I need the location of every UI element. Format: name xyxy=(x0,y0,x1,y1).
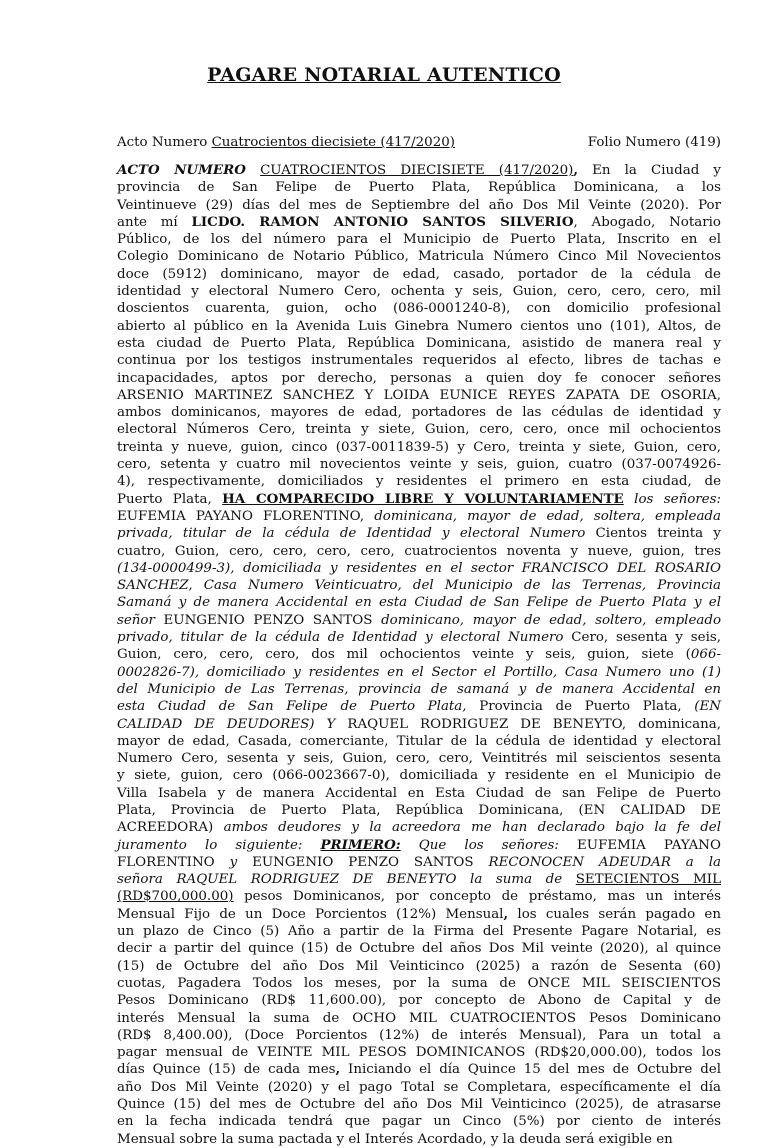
body-line xyxy=(117,629,721,646)
text-run: Numero Cero, sesenta y seis, Guion, cero, cero, Veintitrés mil seiscientos sesenta xyxy=(117,751,721,767)
body-line xyxy=(117,1010,721,1027)
text-run: Pesos Dominicano (RD$ 11,600.00), por concepto de Abono de Capital y de xyxy=(117,993,721,1009)
body-line xyxy=(117,871,721,888)
body-line xyxy=(117,1131,721,1148)
text-run: interés Mensual la suma de OCHO MIL CUATROCIENTOS Pesos Dominicano xyxy=(117,1010,721,1026)
body-line xyxy=(117,543,721,560)
text-run: pagar mensual de VEINTE MIL PESOS DOMINICANOS (RD$20,000.00), todos los xyxy=(117,1045,721,1061)
text-run: Público, de los del número para el Municipio de Puerto Plata, Inscrito en el xyxy=(117,232,721,248)
text-run: privada, titular de la cédula de Identidad y electoral Numero xyxy=(117,526,596,542)
text-run: Puerto Plata, xyxy=(117,491,223,507)
text-run: electoral Números Cero, treinta y siete, Guion, cero, cero, once mil ochocientos xyxy=(117,422,721,438)
body-line xyxy=(117,854,721,871)
body-line xyxy=(117,421,721,438)
body-line xyxy=(117,664,721,681)
body-line xyxy=(117,716,721,733)
text-run: Cero, sesenta y seis, xyxy=(571,630,721,646)
text-run: 134-0000499-3), domiciliada y residentes en el sector FRANCISCO DEL ROSARIO xyxy=(122,560,721,576)
text-run: señor xyxy=(117,612,164,628)
text-run: RECONOCEN ADEUDAR a la xyxy=(488,854,721,870)
body-line xyxy=(117,352,721,369)
acto-prefix: Acto Numero xyxy=(117,135,212,150)
text-run: identidad y electoral Numero Cero, ochenta y seis, Guion, cero, cero, cero, mil xyxy=(117,284,721,300)
body-line xyxy=(117,612,721,629)
text-run: SANCHEZ, Casa Numero Veinticuatro, del Municipio de las Terrenas, Provincia xyxy=(117,578,721,594)
text-run: doce (5912) dominicano, mayor de edad, casado, portador de la cédula de xyxy=(117,266,721,282)
body-line xyxy=(117,508,721,525)
text-run: , xyxy=(503,905,509,922)
text-run xyxy=(246,163,260,178)
body-line xyxy=(117,387,721,404)
body-line xyxy=(117,923,721,940)
body-line xyxy=(117,1027,721,1044)
text-run: cero, setenta y cuatro mil novecientos veinte y seis, guion, cuatro (037-0074926- xyxy=(117,457,721,473)
body-line xyxy=(117,231,721,248)
body-line xyxy=(117,179,721,196)
body-line xyxy=(117,975,721,992)
body-line xyxy=(117,404,721,421)
text-run: esta ciudad de Puerto Plata, República Dominicana, asistido de manera real y xyxy=(117,335,721,351)
text-run: PRIMERO: xyxy=(320,836,401,853)
body-line xyxy=(117,802,721,819)
body-line xyxy=(117,335,721,352)
text-run: ACREEDORA) xyxy=(117,820,224,836)
text-run: Quince (15) del mes de Octubre del año Dos Mil Veinticinco (2025), de atrasarse xyxy=(117,1097,721,1113)
text-run: en la fecha indicada tendrá que pagar un Cinco (5%) por ciento de interés xyxy=(117,1114,721,1130)
text-run: EUFEMIA PAYANO xyxy=(577,837,721,853)
text-run: esta Ciudad de San Felipe de Puerto Plata, xyxy=(117,699,467,715)
text-run: mayor de edad, Casada, comerciante, Titular de la cédula de identidad y electoral xyxy=(117,733,721,749)
text-run: 0002826-7), domiciliado y residentes en el Sector el Portillo, Casa Numero uno (1) xyxy=(117,664,721,680)
body-line xyxy=(117,491,721,508)
text-run: año Dos Mil Veinte (2020) y el pago Total se Completara, específicamente el día xyxy=(117,1079,721,1095)
body-line xyxy=(117,1079,721,1096)
body-line xyxy=(117,525,721,542)
text-run: RAQUEL RODRIGUEZ DE BENEYTO, dominicana, xyxy=(347,716,721,732)
text-run: CUATROCIENTOS DIECISIETE (417/2020) xyxy=(260,163,574,178)
text-run: señora RAQUEL RODRIGUEZ DE BENEYTO la suma de xyxy=(117,872,576,888)
text-run: Iniciando el día Quince 15 del mes de Octubre del xyxy=(340,1062,721,1078)
text-run: ACTO NUMERO xyxy=(117,162,246,178)
text-run: 4), respectivamente, domiciliados y residentes el primero en esta ciudad, de xyxy=(117,474,721,490)
body-line xyxy=(117,681,721,698)
text-run: (RD$700,000.00) xyxy=(117,889,234,905)
text-run: doscientos cuarenta, guion, ocho (086-0001240-8), con domicilio profesional xyxy=(117,301,721,317)
text-run: Plata, Provincia de Puerto Plata, República Dominicana, (EN CALIDAD DE xyxy=(117,802,721,818)
body-line xyxy=(117,1061,721,1078)
text-run: Mensual Fijo de un Doce Porcientos (12%) Mensual xyxy=(117,906,504,922)
acto-reference xyxy=(117,134,455,152)
text-run: ( xyxy=(117,560,123,576)
text-run: Cientos treinta y xyxy=(595,526,721,542)
body-line xyxy=(117,837,721,854)
text-run: 066- xyxy=(690,647,721,663)
text-run: EUNGENIO PENZO SANTOS xyxy=(163,612,382,628)
body-line xyxy=(117,560,721,577)
text-run: ARSENIO MARTINEZ SANCHEZ Y LOIDA EUNICE REYES ZAPATA DE OSORIA, xyxy=(117,387,721,403)
text-run: incapacidades, aptos por derecho, personas a quien doy fe conocer señores xyxy=(117,370,721,386)
text-run: y xyxy=(229,854,238,870)
text-run: treinta y nueve, guion, cinco (037-0011839-5) y Cero, treinta y siete, Guion, cero, xyxy=(117,439,721,455)
text-run: del Municipio de Las Terrenas, provincia de samaná y de manera Accidental en xyxy=(117,681,721,697)
body-line xyxy=(117,888,721,905)
text-run: LICDO. RAMON ANTONIO SANTOS SILVERIO xyxy=(191,213,574,230)
body-line xyxy=(117,698,721,715)
body-line xyxy=(117,300,721,317)
body-line xyxy=(117,1113,721,1130)
body-line xyxy=(117,819,721,836)
text-run: un plazo de Cinco (5) Año a partir de la Firma del Presente Pagare Notarial, es xyxy=(117,924,721,940)
text-run: (RD$ 8,400.00), (Doce Porcientos (12%) de interés Mensual), Para un total a xyxy=(117,1027,721,1043)
text-run: , Abogado, Notario xyxy=(573,214,721,230)
text-run: dominicano, mayor de edad, soltero, empleado xyxy=(381,612,722,628)
body-line xyxy=(117,750,721,767)
text-run: Guion, cero, cero, cero, dos mil ochocientos veinte y seis, guion, siete ( xyxy=(117,647,691,663)
body-line xyxy=(117,785,721,802)
body-line xyxy=(117,646,721,663)
acto-number: Cuatrocientos diecisiete (417/2020) xyxy=(211,135,455,150)
text-run: los señores: xyxy=(634,491,721,507)
text-run: EUNGENIO PENZO SANTOS xyxy=(237,854,489,870)
body-line xyxy=(117,283,721,300)
text-run: dominicana, mayor de edad, soltera, empleada xyxy=(374,508,721,524)
body-line xyxy=(117,370,721,387)
body-line xyxy=(117,456,721,473)
body-line xyxy=(117,214,721,231)
body-line xyxy=(117,1044,721,1061)
text-run: los cuales serán pagado en xyxy=(508,906,721,922)
body-line xyxy=(117,992,721,1009)
text-run: Colegio Dominicano de Notario Público, Matricula Número Cinco Mil Novecientos xyxy=(117,249,721,265)
text-run: ante mí xyxy=(117,214,192,230)
body-line xyxy=(117,162,721,179)
body-line xyxy=(117,940,721,957)
text-run: Villa Isabela y de manera Accidental en Esta Ciudad de san Felipe de Puerto xyxy=(117,785,721,801)
text-run: pesos Dominicanos, por concepto de préstamo, mas un interés xyxy=(233,889,721,905)
body-line xyxy=(117,733,721,750)
text-run: FLORENTINO xyxy=(117,854,230,870)
text-run: cuotas, Pagadera Todos los meses, por la suma de ONCE MIL SEISCIENTOS xyxy=(117,975,721,991)
text-run: (EN xyxy=(694,699,721,715)
body-line xyxy=(117,767,721,784)
body-line xyxy=(117,958,721,975)
text-run: ambos deudores y la acreedora me han declarado bajo la fe del xyxy=(223,820,721,836)
text-run: abierto al público en la Avenida Luis Ginebra Numero cientos uno (101), Altos, de xyxy=(117,318,721,334)
text-run: , xyxy=(573,162,579,178)
text-run: Que los señores: xyxy=(400,837,578,853)
document-body xyxy=(117,162,721,1148)
body-line xyxy=(117,594,721,611)
text-run: Veintinueve (29) días del mes de Septiembre del año Dos Mil Veinte (2020). Por xyxy=(117,197,721,213)
body-line xyxy=(117,197,721,214)
text-run: Mensual sobre la suma pactada y el Interés Acordado, y la deuda será exigible en xyxy=(117,1131,673,1147)
text-run: días Quince (15) de cada mes xyxy=(117,1062,336,1078)
body-line xyxy=(117,318,721,335)
body-line xyxy=(117,906,721,923)
text-run: ambos dominicanos, mayores de edad, portadores de las cédulas de identidad y xyxy=(117,405,721,421)
text-run: HA COMPARECIDO LIBRE Y VOLUNTARIAMENTE xyxy=(222,490,624,507)
text-run: juramento lo siguiente: xyxy=(117,837,321,853)
text-run: y siete, guion, cero (066-0023667-0), domiciliada y residente en el Municipio de xyxy=(117,768,721,784)
body-line xyxy=(117,1096,721,1113)
body-line xyxy=(117,439,721,456)
text-run xyxy=(624,492,634,507)
body-line xyxy=(117,473,721,490)
body-line xyxy=(117,248,721,265)
body-line xyxy=(117,577,721,594)
text-run: EUFEMIA PAYANO FLORENTINO, xyxy=(117,508,375,524)
text-run: (15) de Octubre del año Dos Mil Veinticinco (2025) a razón de Sesenta (60) xyxy=(117,958,721,974)
body-line xyxy=(117,266,721,283)
text-run: privado, titular de la cédula de Identidad y electoral Numero xyxy=(117,630,572,646)
text-run: decir a partir del quince (15) de Octubre del años Dos Mil veinte (2020), al quince xyxy=(117,941,721,957)
text-run: En la Ciudad y xyxy=(578,163,721,178)
text-run: provincia de San Felipe de Puerto Plata, República Dominicana, a los xyxy=(117,180,721,196)
text-run: CALIDAD DE DEUDORES) Y xyxy=(117,716,348,732)
text-run: continua por los testigos instrumentales requeridos al efecto, libres de tachas e xyxy=(117,353,721,369)
text-run: Samaná y de manera Accidental en esta Ciudad de San Felipe de Puerto Plata y el xyxy=(117,595,721,611)
text-run: cuatro, Guion, cero, cero, cero, cero, cuatrocientos noventa y nueve, guion, tres xyxy=(117,543,721,559)
folio-reference: Folio Numero (419) xyxy=(587,135,721,150)
document-title: PAGARE NOTARIAL AUTENTICO xyxy=(207,64,561,86)
text-run: SETECIENTOS MIL xyxy=(575,872,721,888)
text-run: , xyxy=(335,1061,341,1078)
text-run: Provincia de Puerto Plata, xyxy=(466,699,695,715)
